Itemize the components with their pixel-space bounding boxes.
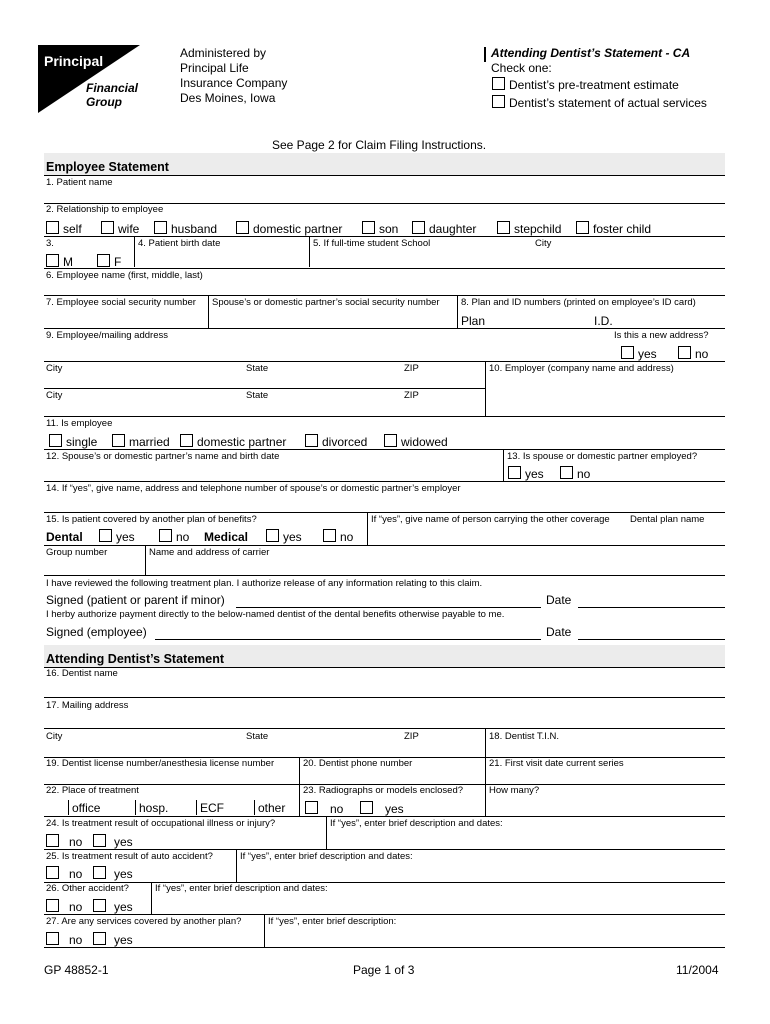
q26-no[interactable]: no (46, 899, 82, 914)
logo-group: Group (86, 95, 122, 109)
q15-carrier-label: If “yes”, give name of person carrying the other coverage (371, 514, 610, 525)
divider (44, 416, 725, 417)
dental-no-checkbox[interactable] (159, 529, 172, 542)
q8-label: 8. Plan and ID numbers (printed on employee’s ID card) (461, 297, 696, 308)
new-address-no[interactable]: no (678, 346, 708, 361)
patient-date-field[interactable] (578, 607, 725, 608)
patient-date-label: Date (546, 593, 572, 607)
city-label-1: City (46, 363, 63, 374)
q27-yes-checkbox[interactable] (93, 932, 106, 945)
q20-label: 20. Dentist phone number (303, 758, 413, 769)
state-label-1: State (246, 363, 269, 374)
divider (145, 545, 146, 575)
self-checkbox[interactable] (46, 221, 59, 234)
sex-f-checkbox[interactable] (97, 254, 110, 267)
foster-child-checkbox[interactable] (576, 221, 589, 234)
q25-label: 25. Is treatment result of auto accident? (46, 851, 213, 862)
divider (44, 545, 725, 546)
q26-yes-checkbox[interactable] (93, 899, 106, 912)
q24-yes-checkbox[interactable] (93, 834, 106, 847)
rel-wife[interactable]: wife (101, 221, 139, 236)
q21-label: 21. First visit date current series (489, 758, 624, 769)
divider (44, 575, 725, 576)
divider (485, 728, 486, 757)
place-hosp: hosp. (139, 801, 169, 815)
rel-foster-child[interactable]: foster child (576, 221, 651, 236)
q12-label: 12. Spouse’s or domestic partner’s name and birth date (46, 451, 280, 462)
dental-no[interactable]: no (159, 529, 189, 544)
divorced-checkbox[interactable] (305, 434, 318, 447)
q27-no[interactable]: no (46, 932, 82, 947)
q7-label: 7. Employee social security number (46, 297, 196, 308)
divider (326, 816, 327, 849)
new-address-no-checkbox[interactable] (678, 346, 691, 359)
divider (264, 914, 265, 947)
stepchild-checkbox[interactable] (497, 221, 510, 234)
q24-yes[interactable]: yes (93, 834, 133, 849)
zip-label-1: ZIP (404, 363, 419, 374)
office-box[interactable] (68, 800, 69, 815)
employee-date-field[interactable] (578, 639, 725, 640)
marital-domestic-partner[interactable]: domestic partner (180, 434, 286, 449)
option-pretreatment[interactable]: Dentist’s pre-treatment estimate (492, 77, 679, 92)
pretreatment-checkbox[interactable] (492, 77, 505, 90)
place-other: other (258, 801, 286, 815)
q27-ifyes: If “yes”, enter brief description: (268, 916, 397, 927)
spouse-employer-field[interactable] (44, 512, 725, 513)
state-label-2: State (246, 390, 269, 401)
divider (44, 268, 725, 269)
marital-single[interactable]: single (49, 434, 97, 449)
radiographs-no-checkbox[interactable] (305, 801, 318, 814)
wife-checkbox[interactable] (101, 221, 114, 234)
divider (44, 882, 725, 883)
divider (44, 816, 725, 817)
divider (299, 757, 300, 784)
radiographs-no[interactable]: no (305, 801, 343, 816)
logo-financial: Financial (86, 81, 139, 95)
q5-label: 5. If full-time student School (313, 238, 431, 249)
q26-label: 26. Other accident? (46, 883, 129, 894)
divider (134, 237, 135, 267)
q14-label: 14. If “yes”, give name, address and telephone number of spouse’s or domestic partner’s employer (46, 483, 461, 494)
dental-yes[interactable]: yes (99, 529, 135, 544)
divider (485, 784, 486, 816)
husband-checkbox[interactable] (154, 221, 167, 234)
q4-label: 4. Patient birth date (138, 238, 221, 249)
spouse-ssn-label: Spouse’s or domestic partner’s social security number (212, 297, 440, 308)
divider (457, 296, 458, 328)
q26-ifyes: If “yes”, enter brief description and dates: (155, 883, 328, 894)
hosp-box[interactable] (135, 800, 136, 815)
new-address-yes[interactable]: yes (621, 346, 657, 361)
marital-married[interactable]: married (112, 434, 170, 449)
radiographs-yes[interactable]: yes (360, 801, 404, 816)
spouse-employed-yes-checkbox[interactable] (508, 466, 521, 479)
new-address-yes-checkbox[interactable] (621, 346, 634, 359)
plan-label: Plan (461, 314, 486, 328)
employee-name-field[interactable] (44, 295, 725, 296)
title-bar (484, 47, 486, 62)
actual-services-checkbox[interactable] (492, 95, 505, 108)
group-number-label: Group number (46, 547, 108, 558)
q19-label: 19. Dentist license number/anesthesia license number (46, 758, 275, 769)
medical-yes-checkbox[interactable] (266, 529, 279, 542)
check-one-label: Check one: (491, 61, 552, 75)
rel-husband[interactable]: husband (154, 221, 217, 236)
employee-signature-field[interactable] (155, 639, 541, 640)
rel-self[interactable]: self (46, 221, 82, 236)
form-title: Attending Dentist’s Statement - CA (491, 46, 691, 60)
q24-no-checkbox[interactable] (46, 834, 59, 847)
patient-signature-field[interactable] (236, 607, 541, 608)
divider (208, 296, 209, 328)
q18-label: 18. Dentist T.I.N. (489, 731, 560, 742)
q27-yes[interactable]: yes (93, 932, 133, 947)
q27-no-checkbox[interactable] (46, 932, 59, 945)
daughter-checkbox[interactable] (412, 221, 425, 234)
form-number: GP 48852-1 (44, 963, 109, 977)
q10-label: 10. Employer (company name and address) (489, 363, 674, 374)
admin-line-1: Administered by (180, 46, 267, 60)
rel-domestic-partner[interactable]: domestic partner (236, 221, 342, 236)
marital-domestic-partner-checkbox[interactable] (180, 434, 193, 447)
radiographs-yes-checkbox[interactable] (360, 801, 373, 814)
domestic-partner-checkbox[interactable] (236, 221, 249, 234)
q27-label: 27. Are any services covered by another plan? (46, 916, 242, 927)
dental-label: Dental (46, 530, 83, 544)
q25-yes-checkbox[interactable] (93, 866, 106, 879)
how-many-label: How many? (489, 785, 540, 796)
q22-label: 22. Place of treatment (46, 785, 139, 796)
medical-no-checkbox[interactable] (323, 529, 336, 542)
sex-m-checkbox[interactable] (46, 254, 59, 267)
marital-widowed[interactable]: widowed (384, 434, 448, 449)
marital-divorced[interactable]: divorced (305, 434, 367, 449)
principal-logo (38, 45, 140, 113)
q17-label: 17. Mailing address (46, 700, 129, 711)
page-number: Page 1 of 3 (353, 963, 415, 977)
dentist-city-label: City (46, 731, 63, 742)
divider (44, 449, 725, 450)
divider (44, 947, 725, 948)
q25-yes[interactable]: yes (93, 866, 133, 881)
divider (151, 882, 152, 915)
q3-label: 3. (46, 238, 54, 249)
spouse-employed-no[interactable]: no (560, 466, 590, 481)
divider (236, 849, 237, 882)
q24-no[interactable]: no (46, 834, 82, 849)
signed-employee-label: Signed (employee) (46, 625, 147, 639)
ecf-box[interactable] (196, 800, 197, 815)
employee-section-title: Employee Statement (46, 160, 169, 174)
q25-no-checkbox[interactable] (46, 866, 59, 879)
id-label: I.D. (594, 314, 613, 328)
release-text: I have reviewed the following treatment plan. I authorize release of any information relating to this claim. (46, 578, 483, 589)
q16-label: 16. Dentist name (46, 668, 118, 679)
divider (309, 237, 310, 267)
divider (503, 449, 504, 481)
son-checkbox[interactable] (362, 221, 375, 234)
q13-label: 13. Is spouse or domestic partner employed? (507, 451, 698, 462)
divider (367, 512, 368, 546)
form-date: 11/2004 (676, 963, 719, 977)
divider (44, 914, 725, 915)
medical-label: Medical (204, 530, 249, 544)
q26-no-checkbox[interactable] (46, 899, 59, 912)
q26-yes[interactable]: yes (93, 899, 133, 914)
rel-son[interactable]: son (362, 221, 398, 236)
employee-date-label: Date (546, 625, 572, 639)
instructions: See Page 2 for Claim Filing Instructions. (272, 138, 487, 152)
medical-no[interactable]: no (323, 529, 353, 544)
married-checkbox[interactable] (112, 434, 125, 447)
admin-line-3: Insurance Company (180, 76, 288, 90)
q23-label: 23. Radiographs or models enclosed? (303, 785, 464, 796)
other-box[interactable] (254, 800, 255, 815)
city-label-2: City (46, 390, 63, 401)
spouse-employed-yes[interactable]: yes (508, 466, 544, 481)
dentist-name-field[interactable] (44, 697, 725, 698)
divider (44, 481, 725, 482)
rel-daughter[interactable]: daughter (412, 221, 476, 236)
place-office: office (72, 801, 101, 815)
place-ecf: ECF (200, 801, 224, 815)
option-actual-services[interactable]: Dentist’s statement of actual services (492, 95, 707, 110)
dentist-state-label: State (246, 731, 269, 742)
q24-ifyes: If “yes”, enter brief description and dates: (330, 818, 503, 829)
q6-label: 6. Employee name (first, middle, last) (46, 270, 203, 281)
mailing-address-field[interactable] (44, 728, 725, 729)
signed-patient-label: Signed (patient or parent if minor) (46, 593, 225, 607)
q1-label: 1. Patient name (46, 177, 113, 188)
school-city-label: City (535, 238, 552, 249)
divider (44, 328, 725, 329)
divider (299, 784, 300, 816)
new-address-label: Is this a new address? (614, 330, 709, 341)
q11-label: 11. Is employee (46, 418, 113, 429)
q9-label: 9. Employee/mailing address (46, 330, 168, 341)
carrier-label: Name and address of carrier (149, 547, 270, 558)
divider (44, 236, 725, 237)
divider (44, 388, 485, 389)
q24-label: 24. Is treatment result of occupational illness or injury? (46, 818, 276, 829)
q25-no[interactable]: no (46, 866, 82, 881)
logo-principal: Principal (44, 53, 104, 69)
authorize-text: I herby authorize payment directly to the below-named dentist of the dental benefits otherwise payable to me. (46, 609, 505, 620)
admin-line-4: Des Moines, Iowa (180, 91, 276, 105)
medical-yes[interactable]: yes (266, 529, 302, 544)
sex-m[interactable]: M (46, 254, 73, 269)
admin-line-2: Principal Life (180, 61, 249, 75)
q25-ifyes: If “yes”, enter brief description and dates: (240, 851, 413, 862)
dental-yes-checkbox[interactable] (99, 529, 112, 542)
divider (485, 361, 486, 417)
sex-f[interactable]: F (97, 254, 121, 269)
rel-stepchild[interactable]: stepchild (497, 221, 561, 236)
dentist-section-title: Attending Dentist’s Statement (46, 652, 225, 666)
zip-label-2: ZIP (404, 390, 419, 401)
spouse-employed-no-checkbox[interactable] (560, 466, 573, 479)
dental-plan-name-label: Dental plan name (630, 514, 705, 525)
divider (44, 849, 725, 850)
widowed-checkbox[interactable] (384, 434, 397, 447)
q15-label: 15. Is patient covered by another plan of benefits? (46, 514, 257, 525)
q2-label: 2. Relationship to employee (46, 204, 164, 215)
dentist-zip-label: ZIP (404, 731, 419, 742)
divider (44, 361, 725, 362)
single-checkbox[interactable] (49, 434, 62, 447)
divider (485, 757, 486, 784)
